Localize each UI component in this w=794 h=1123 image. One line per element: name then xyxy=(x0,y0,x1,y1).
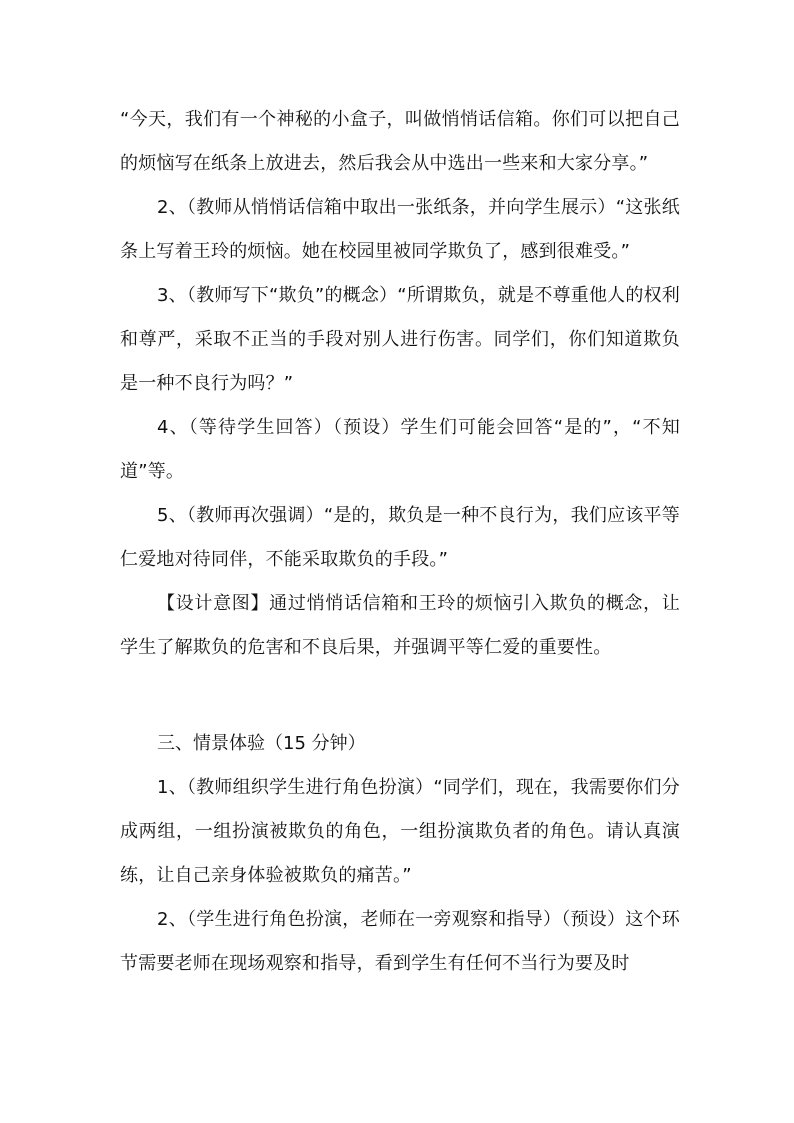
paragraph-intro-quote: “今天，我们有一个神秘的小盒子，叫做悄悄话信箱。你们可以把自己的烦恼写在纸条上放进去，然后我会从中选出一些来和大家分享。” xyxy=(120,109,680,174)
paragraph-step-3: 3、（教师写下“欺负”的概念）“所谓欺负，就是不尊重他人的权利和尊严，采取不正当的手段对别人进行伤害。同学们，你们知道欺负是一种不良行为吗？” xyxy=(120,285,680,394)
section-paragraph-1: 1、（教师组织学生进行角色扮演）“同学们，现在，我需要你们分成两组，一组扮演被欺负的角色，一组扮演欺负者的角色。请认真演练，让自己亲身体验被欺负的痛苦。” xyxy=(120,777,680,886)
paragraph-design-intent: 【设计意图】通过悄悄话信箱和王玲的烦恼引入欺负的概念，让学生了解欺负的危害和不良后果，并强调平等仁爱的重要性。 xyxy=(120,593,680,658)
section-paragraph-2: 2、（学生进行角色扮演，老师在一旁观察和指导）（预设）这个环节需要老师在现场观察和指导，看到学生有任何不当行为要及时 xyxy=(120,909,680,974)
paragraph-step-4: 4、（等待学生回答）（预设）学生们可能会回答“是的”，“不知道”等。 xyxy=(120,417,680,482)
section-spacer xyxy=(120,670,680,722)
paragraph-step-5: 5、（教师再次强调）“是的，欺负是一种不良行为，我们应该平等仁爱地对待同伴，不能采取欺负的手段。” xyxy=(120,505,680,570)
document-content xyxy=(120,98,680,986)
section-title: 三、情景体验（15 分钟） xyxy=(157,733,366,754)
paragraph-step-2: 2、（教师从悄悄话信箱中取出一张纸条，并向学生展示）“这张纸条上写着王玲的烦恼。她在校园里被同学欺负了，感到很难受。” xyxy=(120,197,680,262)
